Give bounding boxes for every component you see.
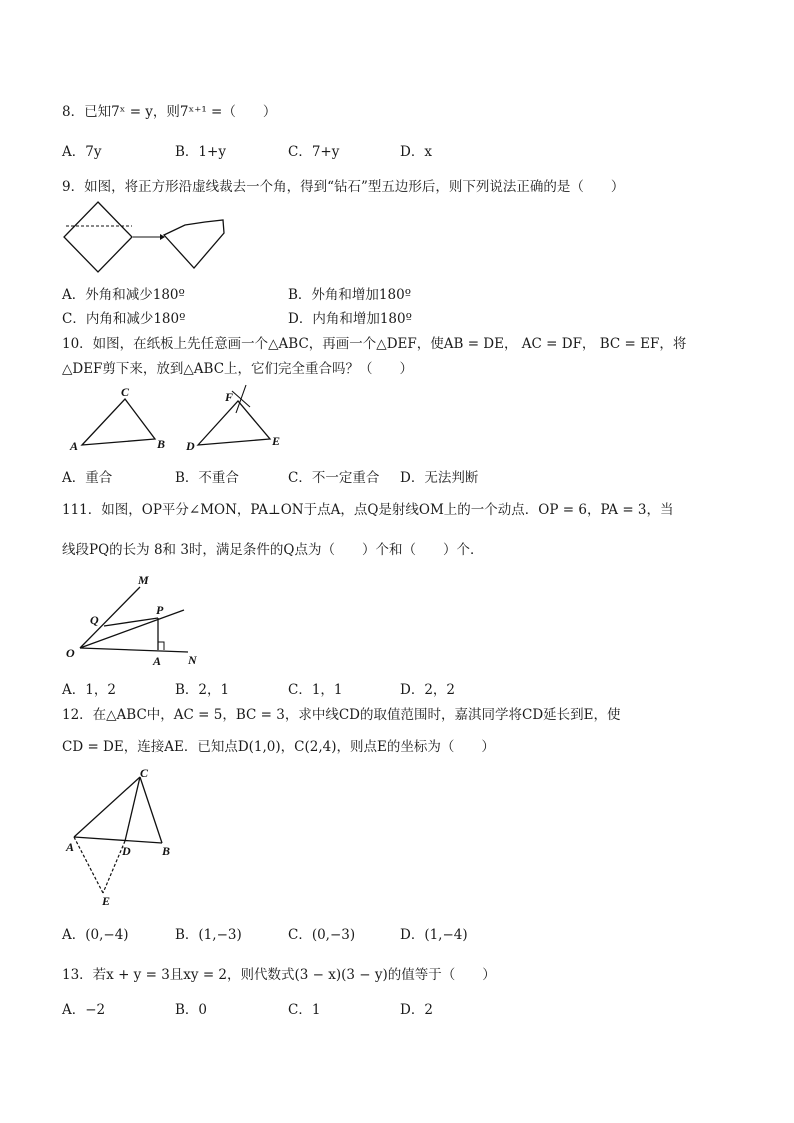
q10-figure [60, 383, 300, 455]
q9-square [64, 202, 132, 272]
q13-option-a: A．−2 [62, 1002, 106, 1018]
q12-option-b: B．(1,−3) [175, 927, 242, 943]
q12-label-e: E [102, 894, 111, 908]
q12-label-a: A [66, 840, 75, 854]
q11-option-d: D．2，2 [400, 682, 456, 698]
q11-label-q: Q [90, 613, 99, 627]
q11-figure [60, 572, 210, 672]
q13-stem: 13．若x + y = 3且xy = 2，则代数式(3 − x)(3 − y)的值等于（ ） [62, 967, 496, 983]
q11-label-n: N [188, 653, 197, 667]
q9-stem: 9．如图，将正方形沿虚线裁去一个角，得到“钻石”型五边形后，则下列说法正确的是（ ） [62, 179, 625, 195]
q9-option-b: B．外角和增加180º [288, 287, 412, 303]
q10-stem-line2: △DEF剪下来，放到△ABC上，它们完全重合吗？（ ） [62, 361, 414, 377]
q11-option-a: A．1，2 [62, 682, 116, 698]
q11-ray-on [80, 648, 188, 652]
q13-option-c: C．1 [288, 1002, 321, 1018]
q12-label-c: C [140, 766, 149, 780]
q10-option-b: B．不重合 [175, 470, 239, 486]
q13-option-d: D．2 [400, 1002, 433, 1018]
q10-option-d: D．无法判断 [400, 470, 479, 486]
q8-option-c: C．7+y [288, 144, 340, 160]
q11-ray-om [80, 587, 140, 648]
q10-label-e: E [272, 434, 281, 448]
q12-side-ac [74, 777, 140, 837]
q13-option-b: B．0 [175, 1002, 208, 1018]
q12-median-cd [125, 777, 140, 841]
q8-option-b: B．1+y [175, 144, 226, 160]
q12-figure [60, 765, 190, 910]
q10-label-c: C [121, 385, 130, 399]
q11-label-m: M [138, 573, 149, 587]
q10-label-d: D [186, 439, 195, 453]
q10-triangle-def [198, 401, 270, 445]
q9-figure [60, 200, 240, 275]
q11-label-o: O [66, 646, 75, 660]
q12-segment-ae [74, 837, 103, 893]
q11-label-p: P [156, 603, 164, 617]
q8-stem: 8．已知7ˣ = y，则7ˣ⁺¹ =（ ） [62, 104, 277, 120]
q11-label-a: A [153, 654, 162, 668]
q11-stem-line2: 线段PQ的长为 8和 3时，满足条件的Q点为（ ）个和（ ）个． [62, 542, 484, 558]
q11-option-b: B．2，1 [175, 682, 230, 698]
q10-label-a: A [70, 439, 79, 453]
q12-label-d: D [122, 844, 131, 858]
q9-pentagon [164, 220, 224, 268]
q9-option-c: C．内角和减少180º [62, 311, 186, 327]
q12-option-d: D．(1,−4) [400, 927, 468, 943]
q9-option-d: D．内角和增加180º [288, 311, 412, 327]
q11-option-c: C．1，1 [288, 682, 343, 698]
q11-stem-line1: 111．如图，OP平分∠MON，PA⊥ON于点A，点Q是射线OM上的一个动点．OP = 6，PA = 3，当 [62, 502, 674, 518]
q10-stem-line1: 10．如图，在纸板上先任意画一个△ABC，再画一个△DEF，使AB = DE， AC = DF， BC = EF，将 [62, 336, 687, 352]
q9-option-a: A．外角和减少180º [62, 287, 185, 303]
q10-triangle-abc [82, 399, 155, 445]
q12-stem-line1: 12．在△ABC中，AC = 5，BC = 3，求中线CD的取值范围时，嘉淇同学将CD延长到E，使 [62, 707, 621, 723]
q11-right-angle-mark [158, 642, 164, 650]
q10-label-f: F [225, 390, 234, 404]
q12-side-cb [140, 777, 162, 843]
q12-stem-line2: CD = DE，连接AE．已知点D(1,0)，C(2,4)，则点E的坐标为（ ） [62, 739, 495, 755]
q8-option-d: D．x [400, 144, 432, 160]
q8-option-a: A．7y [62, 144, 102, 160]
q12-option-c: C．(0,−3) [288, 927, 356, 943]
q10-label-b: B [157, 437, 166, 451]
q12-side-ab [74, 837, 162, 843]
q10-option-c: C．不一定重合 [288, 470, 380, 486]
q10-option-a: A．重合 [62, 470, 113, 486]
q12-label-b: B [162, 844, 171, 858]
q12-option-a: A．(0,−4) [62, 927, 129, 943]
